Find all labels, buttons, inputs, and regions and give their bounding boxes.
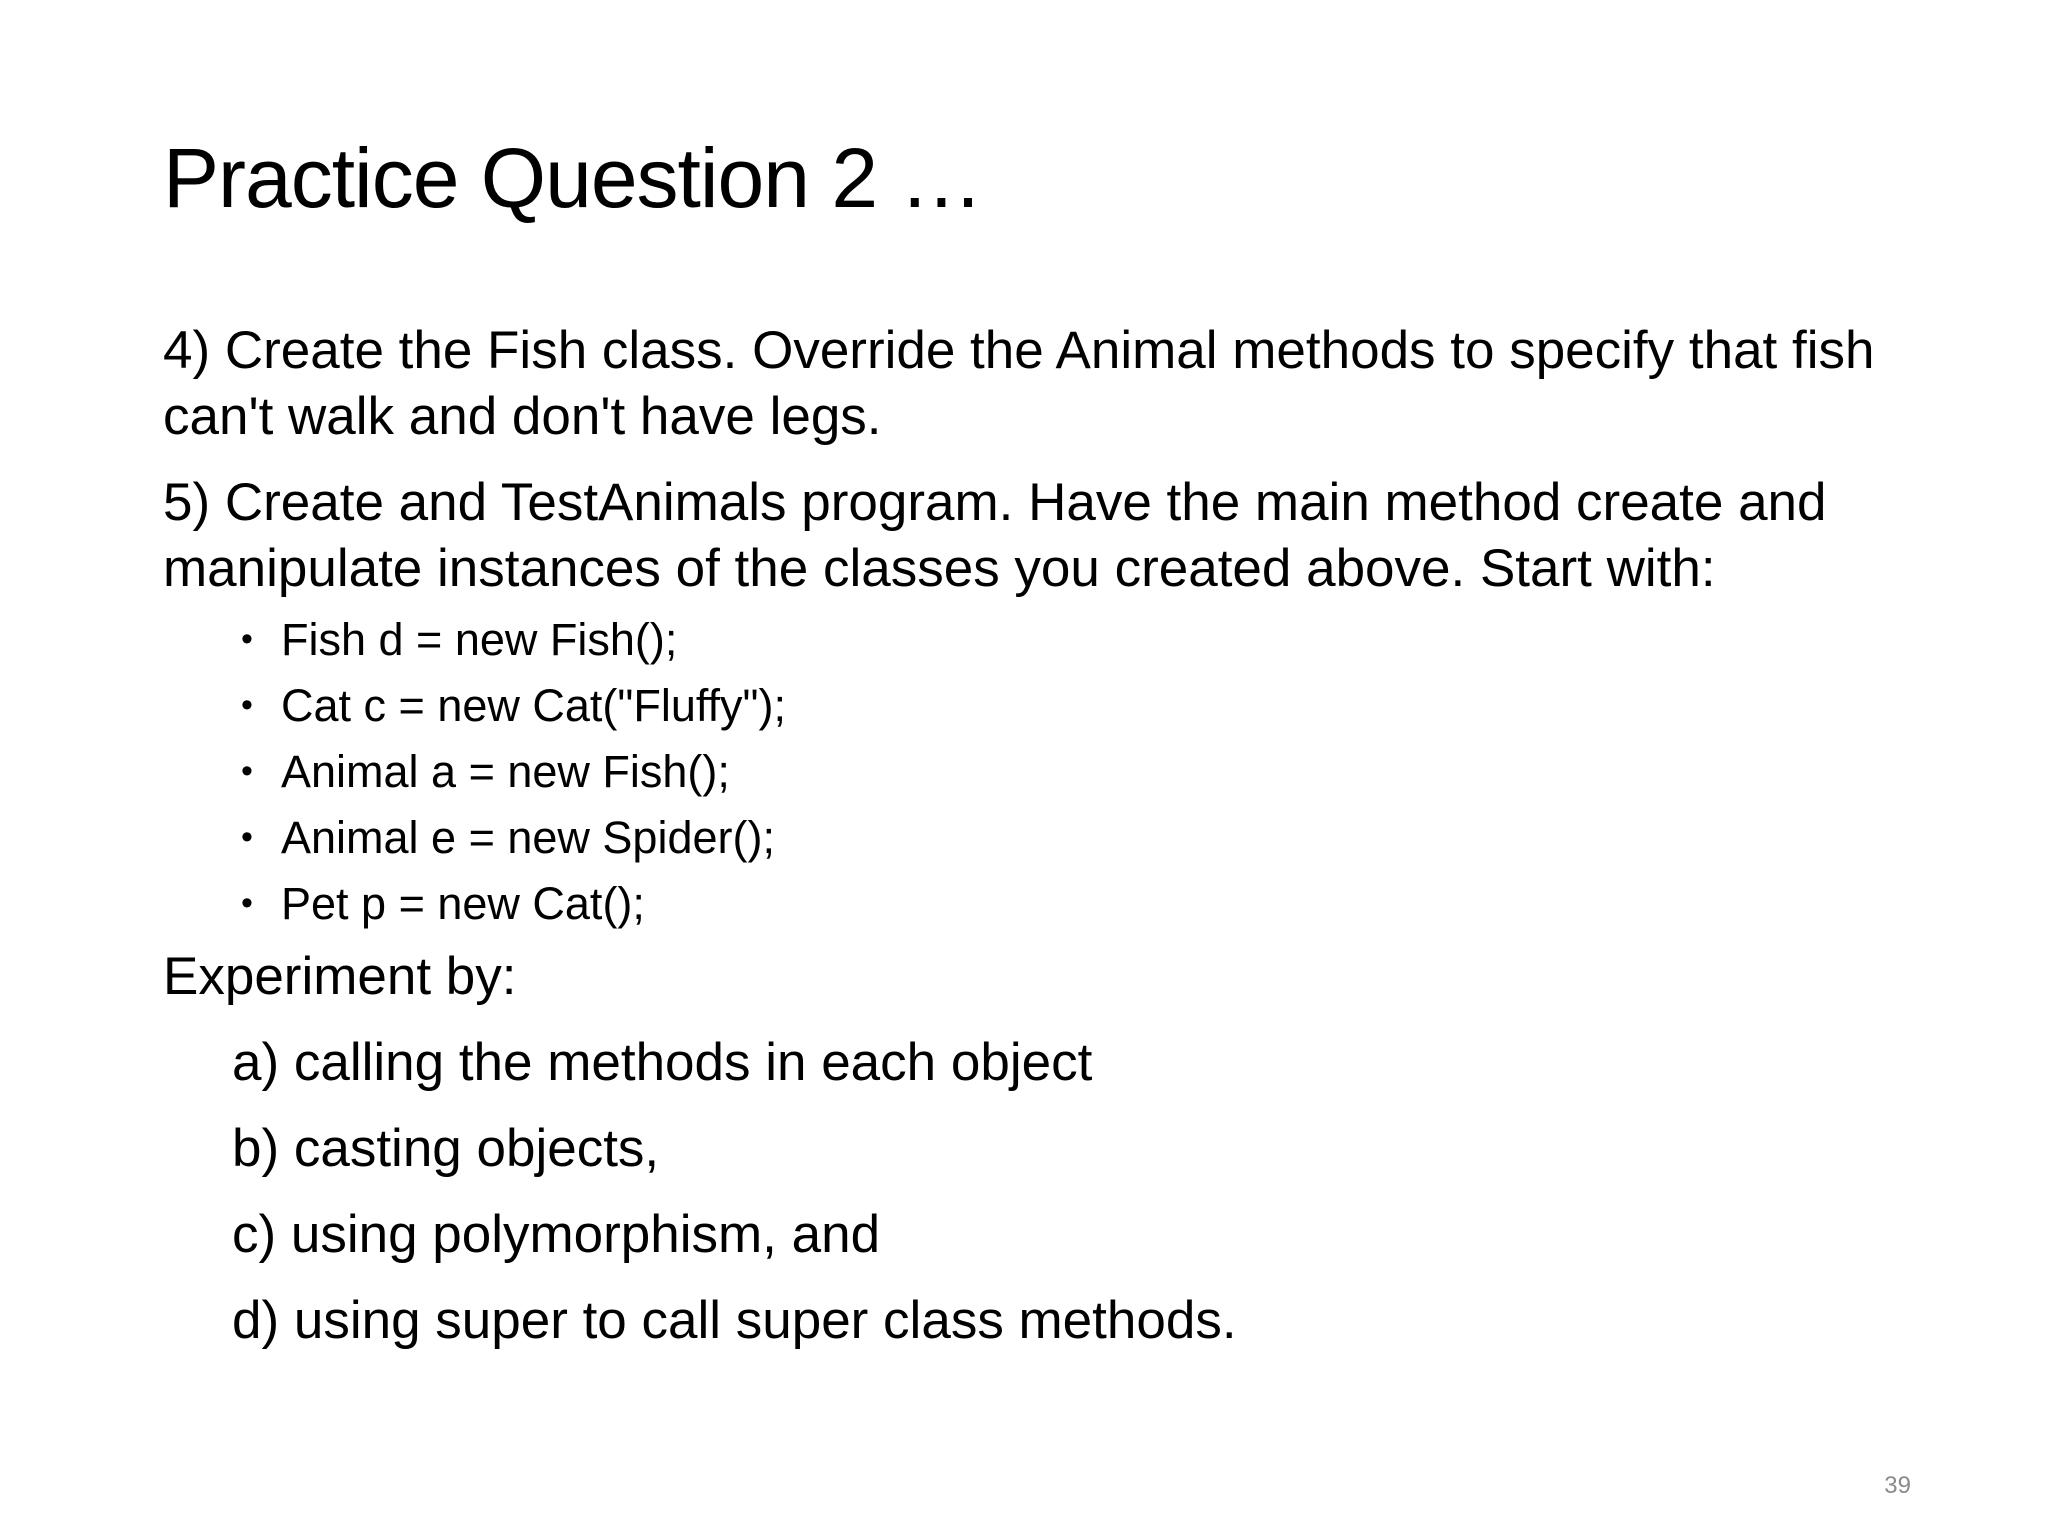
bullet-icon: •	[241, 686, 253, 724]
experiment-item: d) using super to call super class methods.	[232, 1291, 1237, 1350]
code-bullet-item	[241, 746, 1923, 797]
step-4-text: 4) Create the Fish class. Override the Animal methods to specify that fish can't walk and don't have legs.	[163, 321, 1875, 446]
code-bullet-item	[241, 878, 1923, 929]
bullet-icon: •	[241, 752, 253, 790]
slide-title: Practice Question 2 …	[163, 131, 983, 225]
experiment-list	[163, 1030, 1923, 1354]
experiment-label: Experiment by:	[163, 947, 517, 1006]
bullet-icon: •	[241, 884, 253, 922]
experiment-item: b) casting objects,	[232, 1119, 660, 1178]
code-line: Animal e = new Spider();	[281, 812, 775, 863]
code-line: Animal a = new Fish();	[281, 746, 730, 797]
code-bullet-list	[163, 614, 1923, 929]
code-bullet-item	[241, 614, 1923, 665]
page-number: 39	[1884, 1472, 1911, 1499]
step-5-text: 5) Create and TestAnimals program. Have the main method create and manipulate instances of the classes you created above. Start with:	[163, 473, 1827, 598]
slide-body	[163, 318, 1923, 1354]
experiment-item: a) calling the methods in each object	[232, 1033, 1093, 1092]
bullet-icon: •	[241, 818, 253, 856]
experiment-item: c) using polymorphism, and	[232, 1205, 881, 1264]
code-line: Pet p = new Cat();	[281, 878, 645, 929]
code-line: Cat c = new Cat("Fluffy");	[281, 680, 787, 731]
code-bullet-item	[241, 812, 1923, 863]
bullet-icon: •	[241, 620, 253, 658]
code-line: Fish d = new Fish();	[281, 614, 678, 665]
code-bullet-item	[241, 680, 1923, 731]
